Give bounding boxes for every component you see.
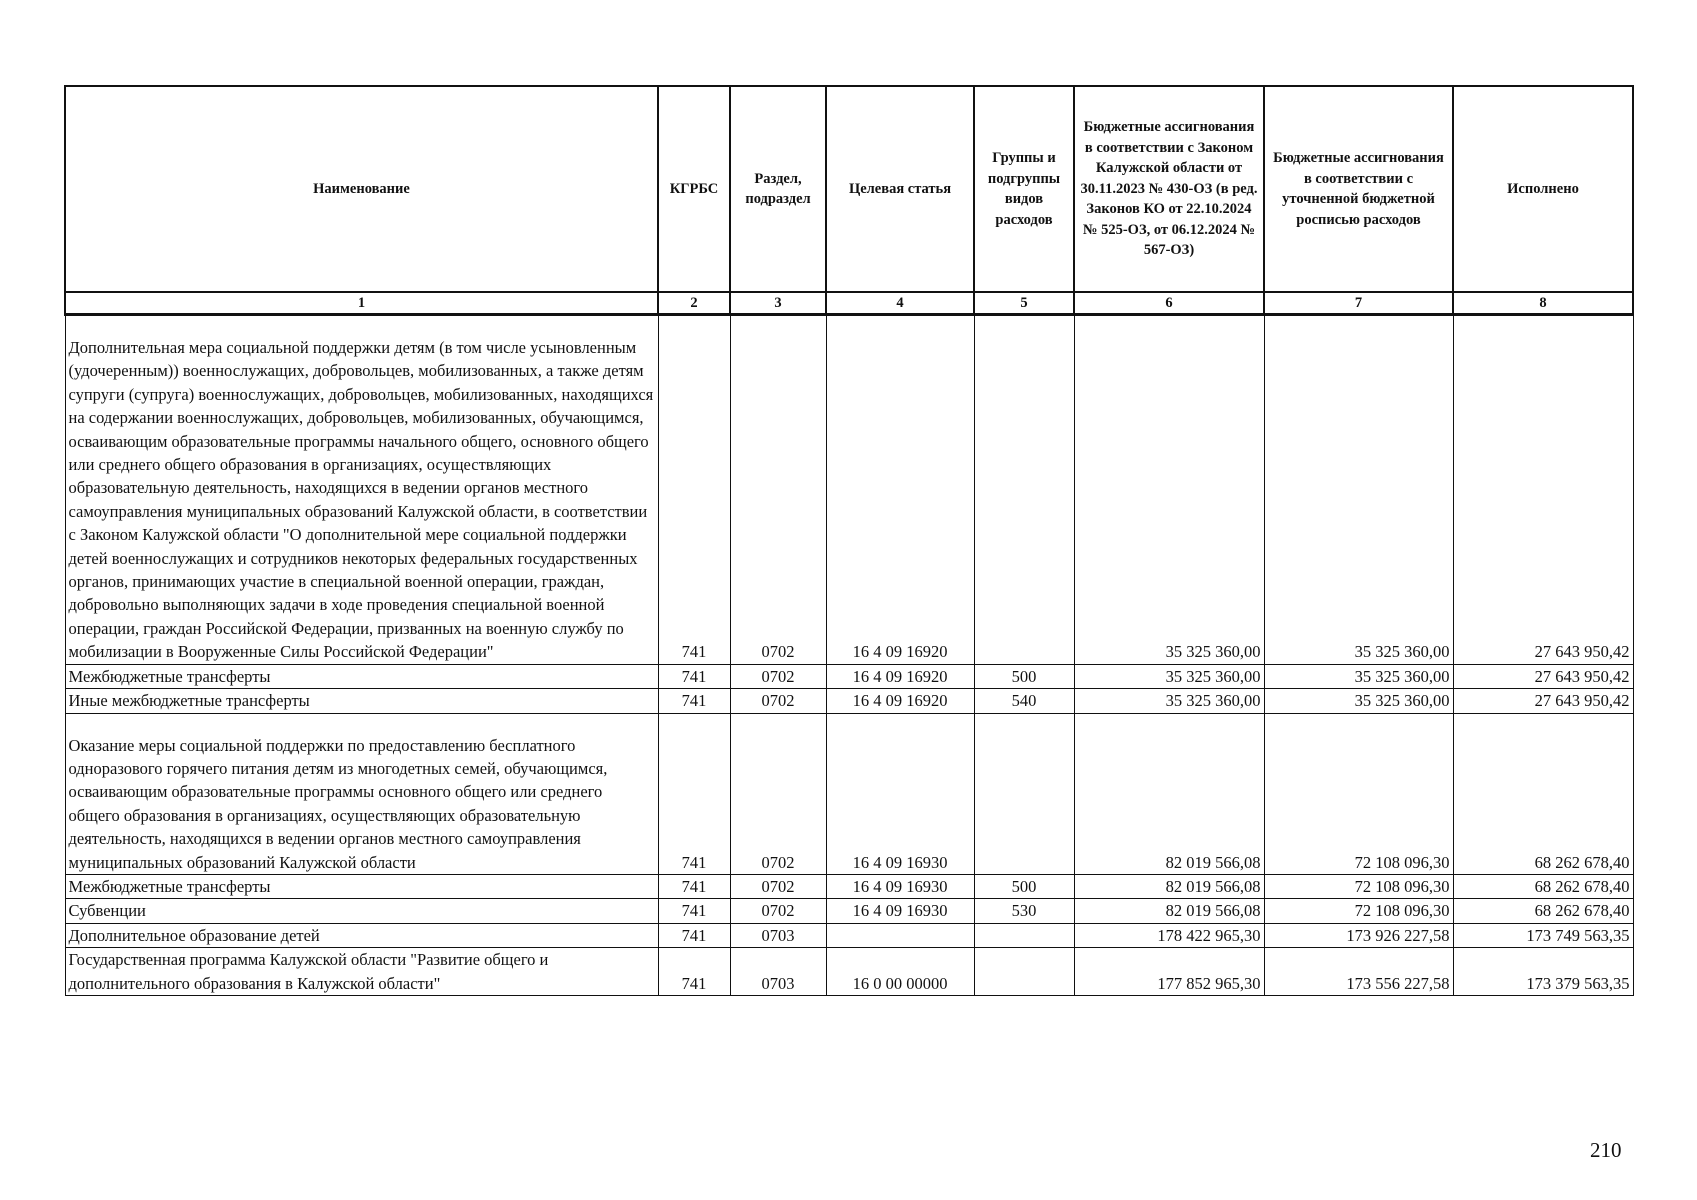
column-number: 8 <box>1453 292 1633 315</box>
row-razdel: 0702 <box>730 315 826 665</box>
column-number-row <box>65 292 1633 315</box>
row-law: 82 019 566,08 <box>1074 874 1264 898</box>
row-kgrbs: 741 <box>658 899 730 923</box>
row-law: 178 422 965,30 <box>1074 923 1264 947</box>
row-target: 16 4 09 16930 <box>826 713 974 874</box>
budget-table <box>64 85 1634 996</box>
column-number: 3 <box>730 292 826 315</box>
column-number: 4 <box>826 292 974 315</box>
row-group <box>974 923 1074 947</box>
row-target: 16 4 09 16920 <box>826 315 974 665</box>
row-name: Дополнительная мера социальной поддержки детям (в том числе усыновленным (удочеренным)) военнослужащих, добровольцев, мобилизованных, а также детям супруги (супруга) военнослужащих, добровольцев, мобилизованных, находящихся на содержании военнослужащих, добровольцев, мобилизованных, обучающимся, осваивающим образовательные программы начального общего, основного общего или среднего общего образования в организациях, осуществляющих образовательную деятельность, находящихся в ведении органов местного самоуправления муниципальных образований Калужской области, в соответствии с Законом Калужской области "О дополнительной мере социальной поддержки детей военнослужащих и сотрудников некоторых федеральных государственных органов, принимающих участие в специальной военной операции, граждан, добровольно выполняющих задачи в ходе проведения специальной военной операции, граждан Российской Федерации, призванных на военную службу по мобилизации в Вооруженные Силы Российской Федерации" <box>65 315 658 665</box>
header-name: Наименование <box>65 86 658 292</box>
column-number: 6 <box>1074 292 1264 315</box>
row-razdel: 0702 <box>730 664 826 688</box>
table-row <box>65 689 1633 713</box>
row-law: 35 325 360,00 <box>1074 689 1264 713</box>
row-kgrbs: 741 <box>658 664 730 688</box>
header-executed: Исполнено <box>1453 86 1633 292</box>
row-group: 530 <box>974 899 1074 923</box>
row-razdel: 0702 <box>730 899 826 923</box>
row-refined: 173 556 227,58 <box>1264 948 1453 996</box>
table-row <box>65 948 1633 996</box>
row-executed: 27 643 950,42 <box>1453 689 1633 713</box>
row-group <box>974 315 1074 665</box>
row-executed: 68 262 678,40 <box>1453 713 1633 874</box>
row-refined: 72 108 096,30 <box>1264 713 1453 874</box>
row-target: 16 4 09 16930 <box>826 874 974 898</box>
row-executed: 173 379 563,35 <box>1453 948 1633 996</box>
header-kgrbs: КГРБС <box>658 86 730 292</box>
row-executed: 68 262 678,40 <box>1453 899 1633 923</box>
row-target <box>826 923 974 947</box>
row-kgrbs: 741 <box>658 315 730 665</box>
row-group <box>974 713 1074 874</box>
row-kgrbs: 741 <box>658 713 730 874</box>
table-row <box>65 315 1633 665</box>
row-name: Оказание меры социальной поддержки по предоставлению бесплатного одноразового горячего питания детям из многодетных семей, обучающимся, осваивающим образовательные программы основного общего или среднего общего образования в организациях, осуществляющих образовательную деятельность, находящихся в ведении органов местного самоуправления муниципальных образований Калужской области <box>65 713 658 874</box>
row-target: 16 4 09 16930 <box>826 899 974 923</box>
header-refined-assignments: Бюджетные ассигнования в соответствии с уточненной бюджетной росписью расходов <box>1264 86 1453 292</box>
row-refined: 35 325 360,00 <box>1264 689 1453 713</box>
row-refined: 72 108 096,30 <box>1264 874 1453 898</box>
row-law: 35 325 360,00 <box>1074 315 1264 665</box>
row-refined: 35 325 360,00 <box>1264 315 1453 665</box>
row-law: 177 852 965,30 <box>1074 948 1264 996</box>
row-kgrbs: 741 <box>658 874 730 898</box>
column-number: 2 <box>658 292 730 315</box>
row-target: 16 4 09 16920 <box>826 664 974 688</box>
row-refined: 72 108 096,30 <box>1264 899 1453 923</box>
table-row <box>65 713 1633 874</box>
row-executed: 68 262 678,40 <box>1453 874 1633 898</box>
row-kgrbs: 741 <box>658 923 730 947</box>
row-kgrbs: 741 <box>658 948 730 996</box>
table-row <box>65 923 1633 947</box>
header-law-assignments: Бюджетные ассигнования в соответствии с Законом Калужской области от 30.11.2023 № 430-ОЗ (в ред. Законов КО от 22.10.2024 № 525-ОЗ, от 06.12.2024 № 567-ОЗ) <box>1074 86 1264 292</box>
table-row <box>65 664 1633 688</box>
row-razdel: 0702 <box>730 713 826 874</box>
row-name: Государственная программа Калужской области "Развитие общего и дополнительного образования в Калужской области" <box>65 948 658 996</box>
row-executed: 27 643 950,42 <box>1453 315 1633 665</box>
row-razdel: 0702 <box>730 874 826 898</box>
row-law: 82 019 566,08 <box>1074 713 1264 874</box>
row-name: Субвенции <box>65 899 658 923</box>
row-group: 500 <box>974 874 1074 898</box>
page-number: 210 <box>1590 1138 1622 1162</box>
row-group <box>974 948 1074 996</box>
row-law: 35 325 360,00 <box>1074 664 1264 688</box>
column-number: 1 <box>65 292 658 315</box>
row-group: 500 <box>974 664 1074 688</box>
column-number: 7 <box>1264 292 1453 315</box>
table-row <box>65 874 1633 898</box>
row-name: Иные межбюджетные трансферты <box>65 689 658 713</box>
row-refined: 35 325 360,00 <box>1264 664 1453 688</box>
header-razdel: Раздел, подраздел <box>730 86 826 292</box>
header-target: Целевая статья <box>826 86 974 292</box>
row-name: Межбюджетные трансферты <box>65 874 658 898</box>
row-law: 82 019 566,08 <box>1074 899 1264 923</box>
header-group: Группы и подгруппы видов расходов <box>974 86 1074 292</box>
table-row <box>65 899 1633 923</box>
row-target: 16 4 09 16920 <box>826 689 974 713</box>
row-kgrbs: 741 <box>658 689 730 713</box>
row-refined: 173 926 227,58 <box>1264 923 1453 947</box>
row-executed: 27 643 950,42 <box>1453 664 1633 688</box>
row-target: 16 0 00 00000 <box>826 948 974 996</box>
row-razdel: 0702 <box>730 689 826 713</box>
column-number: 5 <box>974 292 1074 315</box>
row-executed: 173 749 563,35 <box>1453 923 1633 947</box>
header-row <box>65 86 1633 292</box>
row-razdel: 0703 <box>730 948 826 996</box>
row-name: Межбюджетные трансферты <box>65 664 658 688</box>
row-razdel: 0703 <box>730 923 826 947</box>
row-group: 540 <box>974 689 1074 713</box>
row-name: Дополнительное образование детей <box>65 923 658 947</box>
